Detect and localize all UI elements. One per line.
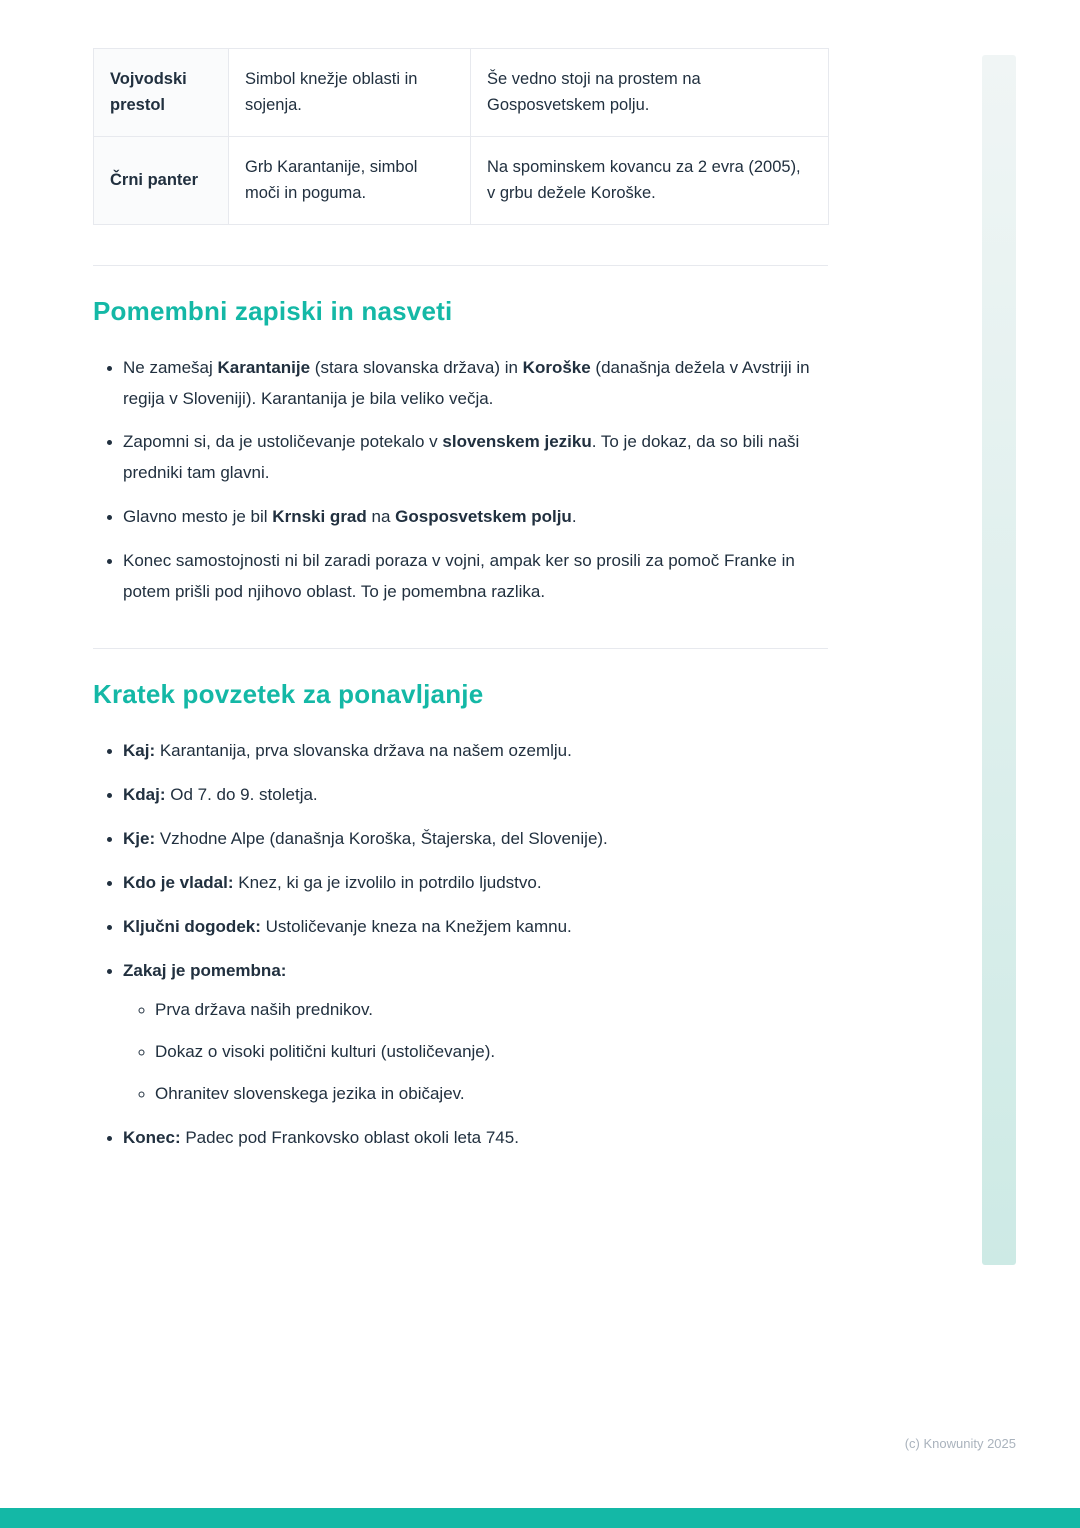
text-run: Prva država naših prednikov.: [155, 999, 373, 1019]
bold-text: Krnski grad: [272, 507, 367, 527]
sub-bullet-list: [123, 995, 828, 1110]
table-row: [94, 49, 829, 137]
text-run: na: [366, 507, 396, 527]
text-run: Knez, ki ga je izvolilo in potrdilo ljudstvo.: [233, 872, 542, 892]
decorative-bottom-bar: [0, 1508, 1080, 1528]
note-section: [93, 679, 828, 1153]
list-item: [123, 912, 828, 943]
section-heading: Pomembni zapiski in nasveti: [93, 295, 453, 326]
list-item: [123, 546, 828, 608]
text-run: Ne zamešaj: [123, 357, 218, 377]
bold-text: Ključni dogodek:: [123, 916, 261, 936]
copyright-text: (c) Knowunity 2025: [904, 1436, 1016, 1451]
list-item: [123, 353, 828, 415]
text-run: Konec samostojnosti ni bil zaradi poraza v vojni, ampak ker so prosili za pomoč Franke in potem prišli pod njihovo oblast. To je pomembna razlika.: [123, 551, 795, 602]
table-cell-meaning: Simbol knežje oblasti in sojenja.: [229, 49, 471, 137]
text-run: (današnja dežela v Avstriji in regija v Sloveniji). Karantanija je bila veliko večja.: [123, 357, 810, 408]
list-item: [123, 502, 828, 533]
table-cell-note: Na spominskem kovancu za 2 evra (2005), v grbu dežele Koroške.: [471, 136, 829, 224]
text-run: Padec pod Frankovsko oblast okoli leta 745.: [180, 1127, 519, 1147]
list-item: [123, 824, 828, 855]
bold-text: Kaj:: [123, 741, 156, 761]
section-divider: [93, 265, 828, 266]
list-item: [123, 736, 828, 767]
text-run: Ohranitev slovenskega jezika in običajev.: [155, 1083, 465, 1103]
sub-list-item: [155, 995, 828, 1026]
list-item: [123, 868, 828, 899]
text-run: Ustoličevanje kneza na Knežjem kamnu.: [260, 916, 572, 936]
text-run: . To je dokaz, da so bili naši predniki tam glavni.: [123, 432, 800, 483]
symbols-table: [93, 48, 829, 225]
bold-text: Gosposvetskem polju: [395, 507, 572, 527]
table-cell-term: Vojvodski prestol: [94, 49, 229, 137]
text-run: Karantanija, prva slovanska država na našem ozemlju.: [155, 741, 572, 761]
list-item: [123, 780, 828, 811]
sections-container: [93, 265, 828, 1154]
text-run: Zapomni si, da je ustoličevanje potekalo v: [123, 432, 443, 452]
note-section: [93, 296, 828, 609]
table-cell-note: Še vedno stoji na prostem na Gosposvetskem polju.: [471, 49, 829, 137]
table-cell-meaning: Grb Karantanije, simbol moči in poguma.: [229, 136, 471, 224]
table-row: [94, 136, 829, 224]
decorative-side-bar: [982, 55, 1016, 1265]
bullet-list: [93, 736, 828, 1153]
list-item: [123, 427, 828, 489]
bold-text: Konec:: [123, 1127, 181, 1147]
text-run: Dokaz o visoki politični kulturi (ustoličevanje).: [155, 1041, 496, 1061]
bold-text: Kdaj:: [123, 785, 166, 805]
section-heading: Kratek povzetek za ponavljanje: [93, 679, 484, 710]
sub-list-item: [155, 1079, 828, 1110]
bold-text: Kje:: [123, 829, 156, 848]
bold-text: Karantanije: [217, 357, 311, 377]
section-divider: [93, 648, 828, 649]
bold-text: Kdo je vladal:: [123, 872, 234, 892]
page-content: [93, 48, 828, 1167]
text-run: (stara slovanska država) in: [310, 357, 523, 377]
text-run: Glavno mesto je bil: [123, 507, 273, 527]
bold-text: Zakaj je pomembna:: [123, 960, 287, 980]
bold-text: Koroške: [522, 357, 591, 377]
bold-text: slovenskem jeziku: [442, 432, 592, 452]
bullet-list: [93, 353, 828, 609]
text-run: .: [571, 507, 577, 527]
sub-list-item: [155, 1037, 828, 1068]
list-item: [123, 1123, 828, 1154]
table-cell-term: Črni panter: [94, 136, 229, 224]
list-item: [123, 956, 828, 1110]
text-run: Od 7. do 9. stoletja.: [165, 785, 318, 805]
text-run: Vzhodne Alpe (današnja Koroška, Štajerska, del Slovenije).: [155, 829, 608, 848]
